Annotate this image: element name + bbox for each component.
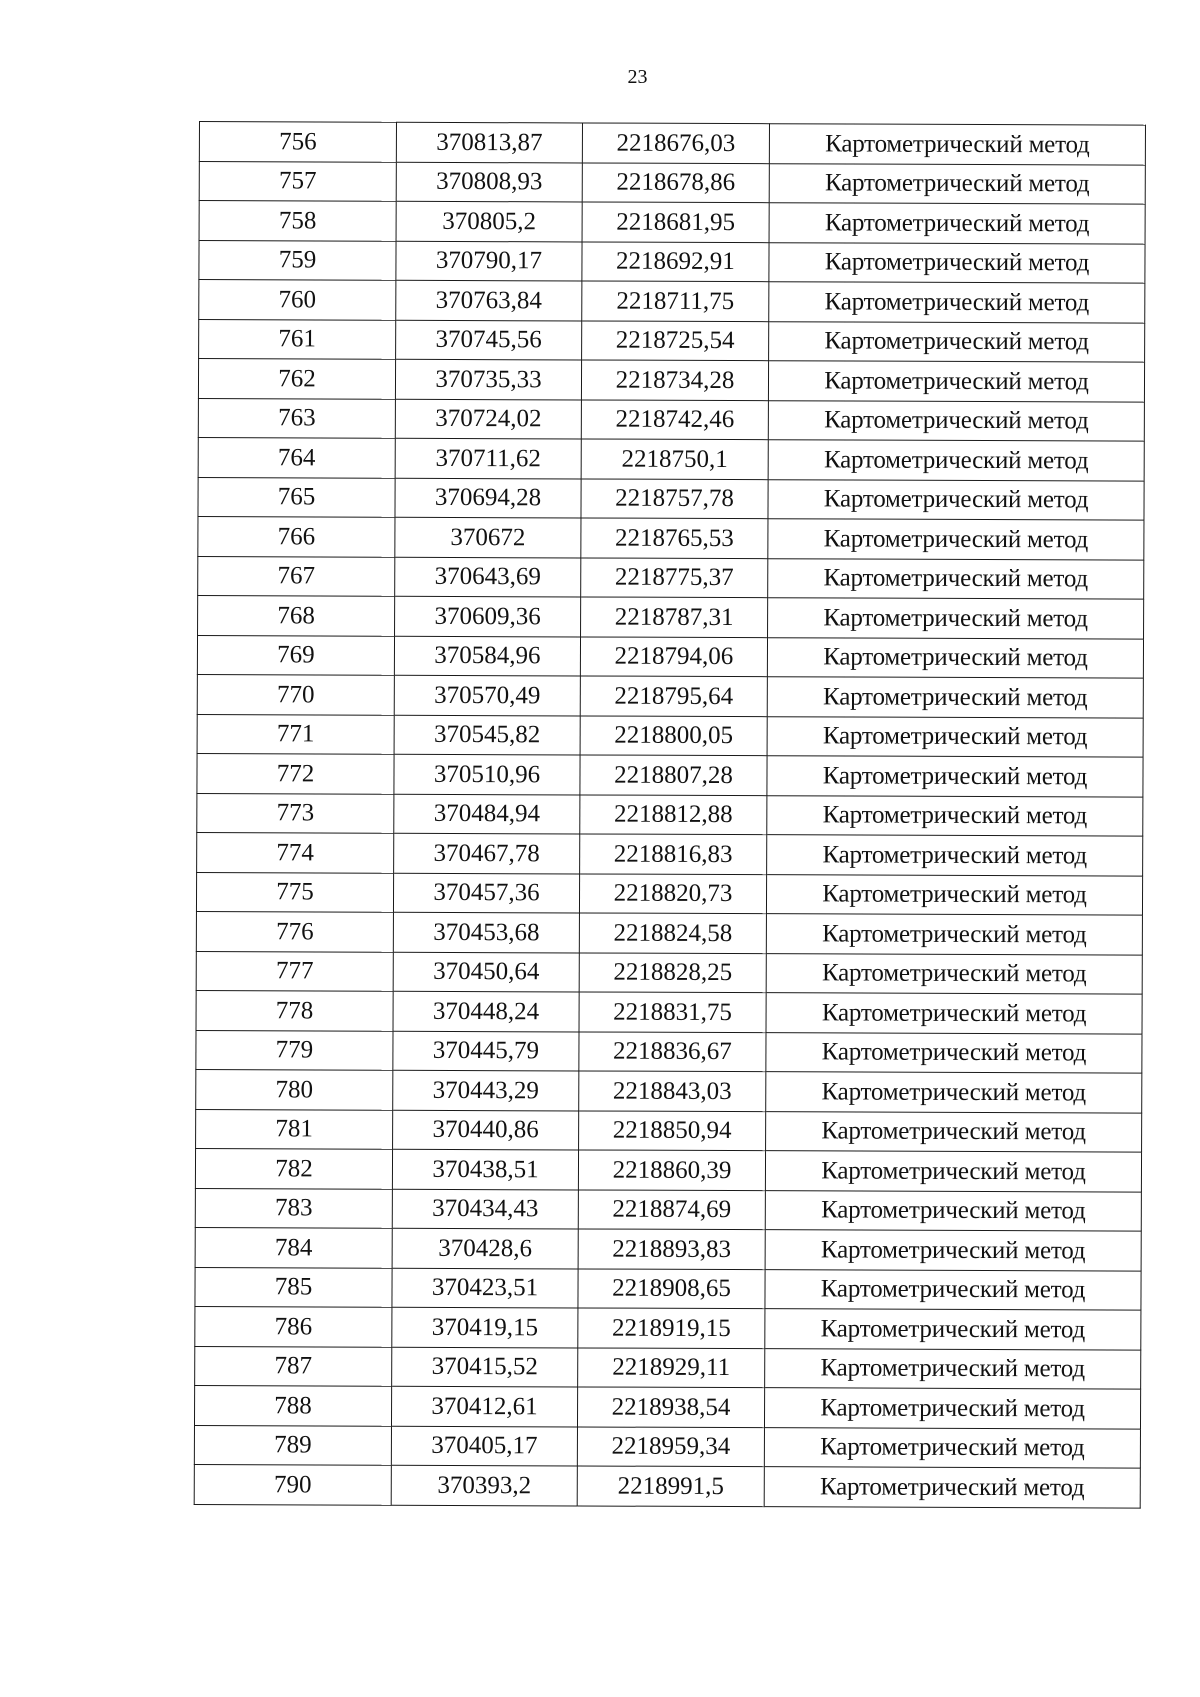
method-cell: Картометрический метод <box>769 321 1145 362</box>
point-number-cell: 760 <box>199 280 396 320</box>
x-coordinate-cell: 370393,2 <box>391 1465 577 1505</box>
y-coordinate-cell: 2218938,54 <box>577 1387 764 1427</box>
y-coordinate-cell: 2218765,53 <box>581 518 768 558</box>
point-number-cell: 772 <box>197 753 394 793</box>
y-coordinate-cell: 2218831,75 <box>579 992 766 1032</box>
method-cell: Картометрический метод <box>765 1190 1141 1231</box>
x-coordinate-cell: 370790,17 <box>396 241 582 281</box>
y-coordinate-cell: 2218742,46 <box>581 399 768 439</box>
table-row <box>198 398 1144 441</box>
x-coordinate-cell: 370445,79 <box>393 1031 579 1071</box>
table-row <box>194 1425 1140 1468</box>
y-coordinate-cell: 2218692,91 <box>582 241 769 281</box>
y-coordinate-cell: 2218908,65 <box>578 1268 765 1308</box>
x-coordinate-cell: 370453,68 <box>393 912 579 952</box>
method-cell: Картометрический метод <box>765 1151 1141 1192</box>
x-coordinate-cell: 370672 <box>395 517 581 557</box>
point-number-cell: 756 <box>199 122 396 162</box>
method-cell: Картометрический метод <box>767 637 1143 678</box>
point-number-cell: 784 <box>195 1227 392 1267</box>
x-coordinate-cell: 370457,36 <box>393 873 579 913</box>
y-coordinate-cell: 2218750,1 <box>581 439 768 479</box>
x-coordinate-cell: 370450,64 <box>393 952 579 992</box>
method-cell: Картометрический метод <box>769 242 1145 283</box>
point-number-cell: 766 <box>198 516 395 556</box>
method-cell: Картометрический метод <box>767 677 1143 718</box>
table-row <box>196 911 1142 954</box>
table-row <box>195 1148 1141 1191</box>
point-number-cell: 759 <box>199 240 396 280</box>
x-coordinate-cell: 370443,29 <box>393 1070 579 1110</box>
x-coordinate-cell: 370510,96 <box>394 754 580 794</box>
y-coordinate-cell: 2218893,83 <box>578 1229 765 1269</box>
x-coordinate-cell: 370545,82 <box>394 715 580 755</box>
method-cell: Картометрический метод <box>764 1388 1140 1429</box>
point-number-cell: 775 <box>196 872 393 912</box>
y-coordinate-cell: 2218681,95 <box>582 202 769 242</box>
y-coordinate-cell: 2218991,5 <box>577 1466 764 1506</box>
y-coordinate-cell: 2218795,64 <box>580 676 767 716</box>
method-cell: Картометрический метод <box>766 914 1142 955</box>
point-number-cell: 768 <box>198 595 395 635</box>
method-cell: Картометрический метод <box>765 1269 1141 1310</box>
x-coordinate-cell: 370584,96 <box>394 636 580 676</box>
table-row <box>195 1306 1141 1349</box>
point-number-cell: 771 <box>197 714 394 754</box>
x-coordinate-cell: 370808,93 <box>396 162 582 202</box>
table-row <box>195 1346 1141 1389</box>
method-cell: Картометрический метод <box>766 1072 1142 1113</box>
y-coordinate-cell: 2218850,94 <box>579 1110 766 1150</box>
table-row <box>199 319 1145 362</box>
table-row <box>194 1385 1140 1428</box>
y-coordinate-cell: 2218816,83 <box>580 834 767 874</box>
table-row <box>194 1464 1140 1507</box>
point-number-cell: 778 <box>196 990 393 1030</box>
point-number-cell: 762 <box>198 359 395 399</box>
method-cell: Картометрический метод <box>769 282 1145 323</box>
point-number-cell: 780 <box>196 1069 393 1109</box>
table-row <box>199 161 1145 204</box>
method-cell: Картометрический метод <box>767 835 1143 876</box>
point-number-cell: 777 <box>196 951 393 991</box>
method-cell: Картометрический метод <box>769 203 1145 244</box>
table-row <box>196 1069 1142 1112</box>
x-coordinate-cell: 370745,56 <box>396 320 582 360</box>
method-cell: Картометрический метод <box>765 1309 1141 1350</box>
x-coordinate-cell: 370412,61 <box>391 1386 577 1426</box>
y-coordinate-cell: 2218843,03 <box>579 1071 766 1111</box>
y-coordinate-cell: 2218824,58 <box>579 913 766 953</box>
method-cell: Картометрический метод <box>768 558 1144 599</box>
y-coordinate-cell: 2218919,15 <box>578 1308 765 1348</box>
method-cell: Картометрический метод <box>766 993 1142 1034</box>
point-number-cell: 763 <box>198 398 395 438</box>
point-number-cell: 786 <box>195 1306 392 1346</box>
x-coordinate-cell: 370694,28 <box>395 478 581 518</box>
table-row <box>196 990 1142 1033</box>
y-coordinate-cell: 2218775,37 <box>581 557 768 597</box>
x-coordinate-cell: 370609,36 <box>395 596 581 636</box>
table-row <box>195 1188 1141 1231</box>
table-row <box>199 280 1145 323</box>
x-coordinate-cell: 370467,78 <box>394 833 580 873</box>
x-coordinate-cell: 370428,6 <box>392 1228 578 1268</box>
method-cell: Картометрический метод <box>768 400 1144 441</box>
method-cell: Картометрический метод <box>767 795 1143 836</box>
point-number-cell: 776 <box>196 911 393 951</box>
point-number-cell: 781 <box>196 1109 393 1149</box>
method-cell: Картометрический метод <box>768 519 1144 560</box>
y-coordinate-cell: 2218959,34 <box>577 1426 764 1466</box>
y-coordinate-cell: 2218787,31 <box>581 597 768 637</box>
method-cell: Картометрический метод <box>766 874 1142 915</box>
table-row <box>198 556 1144 599</box>
y-coordinate-cell: 2218836,67 <box>579 1031 766 1071</box>
table-row <box>198 437 1144 480</box>
x-coordinate-cell: 370419,15 <box>392 1307 578 1347</box>
y-coordinate-cell: 2218800,05 <box>580 715 767 755</box>
table-row <box>197 793 1143 836</box>
point-number-cell: 779 <box>196 1030 393 1070</box>
x-coordinate-cell: 370643,69 <box>395 557 581 597</box>
point-number-cell: 789 <box>194 1425 391 1465</box>
y-coordinate-cell: 2218820,73 <box>579 873 766 913</box>
method-cell: Картометрический метод <box>766 1032 1142 1073</box>
y-coordinate-cell: 2218676,03 <box>582 123 769 163</box>
y-coordinate-cell: 2218734,28 <box>581 360 768 400</box>
x-coordinate-cell: 370570,49 <box>394 675 580 715</box>
point-number-cell: 758 <box>199 201 396 241</box>
table-row <box>199 122 1145 165</box>
x-coordinate-cell: 370415,52 <box>392 1347 578 1387</box>
method-cell: Картометрический метод <box>765 1230 1141 1271</box>
x-coordinate-cell: 370434,43 <box>392 1189 578 1229</box>
coordinates-table-body <box>194 122 1145 1508</box>
table-row <box>196 1109 1142 1152</box>
method-cell: Картометрический метод <box>764 1467 1140 1508</box>
y-coordinate-cell: 2218725,54 <box>582 320 769 360</box>
table-row <box>197 753 1143 796</box>
table-row <box>196 872 1142 915</box>
table-row <box>197 635 1143 678</box>
x-coordinate-cell: 370724,02 <box>395 399 581 439</box>
x-coordinate-cell: 370763,84 <box>396 280 582 320</box>
x-coordinate-cell: 370805,2 <box>396 201 582 241</box>
x-coordinate-cell: 370423,51 <box>392 1268 578 1308</box>
table-row <box>196 1030 1142 1073</box>
method-cell: Картометрический метод <box>764 1427 1140 1468</box>
point-number-cell: 785 <box>195 1267 392 1307</box>
page-number: 23 <box>627 66 648 88</box>
point-number-cell: 767 <box>198 556 395 596</box>
x-coordinate-cell: 370735,33 <box>395 359 581 399</box>
table-row <box>198 516 1144 559</box>
coordinates-table <box>194 121 1146 1508</box>
y-coordinate-cell: 2218929,11 <box>578 1347 765 1387</box>
method-cell: Картометрический метод <box>769 163 1145 204</box>
point-number-cell: 761 <box>199 319 396 359</box>
point-number-cell: 790 <box>194 1464 391 1504</box>
table-row <box>199 240 1145 283</box>
y-coordinate-cell: 2218794,06 <box>580 636 767 676</box>
point-number-cell: 770 <box>197 674 394 714</box>
point-number-cell: 764 <box>198 437 395 477</box>
y-coordinate-cell: 2218678,86 <box>582 162 769 202</box>
y-coordinate-cell: 2218757,78 <box>581 478 768 518</box>
method-cell: Картометрический метод <box>768 440 1144 481</box>
x-coordinate-cell: 370711,62 <box>395 438 581 478</box>
y-coordinate-cell: 2218711,75 <box>582 281 769 321</box>
method-cell: Картометрический метод <box>768 361 1144 402</box>
y-coordinate-cell: 2218812,88 <box>580 794 767 834</box>
point-number-cell: 757 <box>199 161 396 201</box>
point-number-cell: 782 <box>195 1148 392 1188</box>
x-coordinate-cell: 370440,86 <box>393 1110 579 1150</box>
method-cell: Картометрический метод <box>768 479 1144 520</box>
y-coordinate-cell: 2218874,69 <box>578 1189 765 1229</box>
method-cell: Картометрический метод <box>765 1348 1141 1389</box>
x-coordinate-cell: 370813,87 <box>396 122 582 162</box>
method-cell: Картометрический метод <box>766 953 1142 994</box>
x-coordinate-cell: 370405,17 <box>391 1426 577 1466</box>
method-cell: Картометрический метод <box>767 756 1143 797</box>
table-row <box>195 1227 1141 1270</box>
y-coordinate-cell: 2218828,25 <box>579 952 766 992</box>
point-number-cell: 774 <box>197 832 394 872</box>
table-row <box>197 714 1143 757</box>
method-cell: Картометрический метод <box>769 124 1145 165</box>
point-number-cell: 765 <box>198 477 395 517</box>
y-coordinate-cell: 2218807,28 <box>580 755 767 795</box>
point-number-cell: 787 <box>195 1346 392 1386</box>
point-number-cell: 783 <box>195 1188 392 1228</box>
table-row <box>195 1267 1141 1310</box>
point-number-cell: 788 <box>194 1385 391 1425</box>
table-row <box>197 674 1143 717</box>
method-cell: Картометрический метод <box>768 598 1144 639</box>
method-cell: Картометрический метод <box>766 1111 1142 1152</box>
table-row <box>198 595 1144 638</box>
y-coordinate-cell: 2218860,39 <box>578 1150 765 1190</box>
x-coordinate-cell: 370448,24 <box>393 991 579 1031</box>
point-number-cell: 773 <box>197 793 394 833</box>
point-number-cell: 769 <box>197 635 394 675</box>
x-coordinate-cell: 370484,94 <box>394 794 580 834</box>
method-cell: Картометрический метод <box>767 716 1143 757</box>
table-row <box>199 201 1145 244</box>
x-coordinate-cell: 370438,51 <box>392 1149 578 1189</box>
table-row <box>196 951 1142 994</box>
table-row <box>197 832 1143 875</box>
table-row <box>198 477 1144 520</box>
table-row <box>198 359 1144 402</box>
